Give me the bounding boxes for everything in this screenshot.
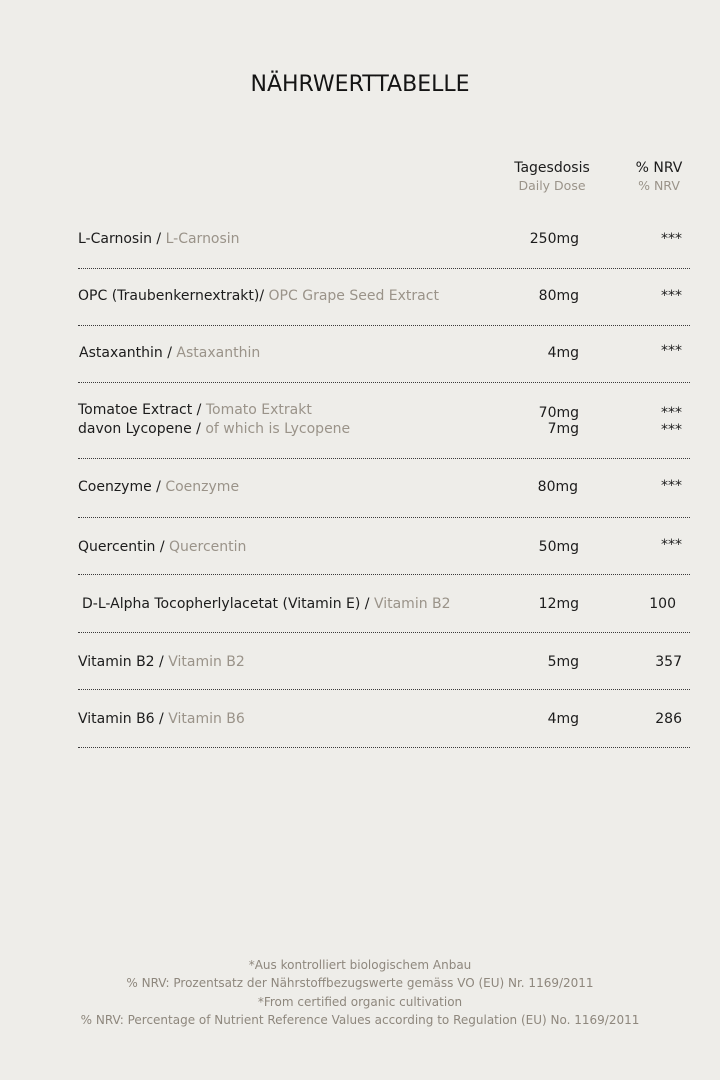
table-row xyxy=(78,690,690,748)
row-label xyxy=(78,230,240,249)
row-label xyxy=(78,287,439,306)
row-label xyxy=(78,478,239,497)
label-german: Quercentin / xyxy=(78,539,170,555)
footnote-organic-de: *Aus kontrolliert biologischem Anbau xyxy=(248,958,472,972)
nrv-value: *** xyxy=(661,478,682,494)
nrv-value: 286 xyxy=(655,711,682,727)
column-header-nrv-en: % NRV xyxy=(638,178,680,193)
label-german: Tomatoe Extract / xyxy=(78,402,206,418)
dose-value: 250mg xyxy=(529,231,579,247)
column-header-daily-dose xyxy=(500,159,604,195)
page-title: NÄHRWERTTABELLE xyxy=(250,72,470,97)
table-row xyxy=(78,518,690,575)
label-english: Vitamin B2 xyxy=(373,596,451,612)
row-label xyxy=(79,344,260,363)
nrv-value: *** xyxy=(661,231,682,247)
nrv-value: 357 xyxy=(655,654,682,670)
table-row xyxy=(78,269,690,326)
table-row xyxy=(78,326,690,383)
row-label xyxy=(78,653,245,672)
column-header-nrv-de: % NRV xyxy=(635,160,683,176)
label-english: Vitamin B6 xyxy=(168,711,245,727)
nrv-value: *** xyxy=(661,288,682,304)
label-english: OPC Grape Seed Extract xyxy=(268,288,439,304)
footnote-nrv-de: % NRV: Prozentsatz der Nährstoffbezugswerte gemäss VO (EU) Nr. 1169/2011 xyxy=(126,976,594,991)
label-german: Coenzyme / xyxy=(78,479,166,495)
table-row xyxy=(78,214,690,269)
column-header-nrv xyxy=(624,159,694,195)
footnote-organic-en: *From certified organic cultivation xyxy=(257,994,463,1009)
column-header-dose-en: Daily Dose xyxy=(518,178,586,193)
nrv-value: *** xyxy=(661,343,682,359)
column-header-dose-de: Tagesdosis xyxy=(514,160,590,176)
label-german: Astaxanthin / xyxy=(79,345,177,361)
label-german: davon Lycopene / xyxy=(78,421,206,437)
dose-value: 7mg xyxy=(547,421,579,437)
nrv-value: *** xyxy=(661,405,682,421)
footnotes xyxy=(0,956,720,1029)
dose-value: 70mg xyxy=(538,405,579,421)
nrv-value: *** xyxy=(661,537,682,553)
nrv-value: 100 xyxy=(649,596,676,612)
label-german: Vitamin B6 / xyxy=(78,711,169,727)
dose-value: 80mg xyxy=(538,288,579,304)
label-german: OPC (Traubenkernextrakt)/ xyxy=(78,288,269,304)
nrv-value: *** xyxy=(661,422,682,438)
row-label xyxy=(78,401,312,420)
dose-value: 4mg xyxy=(547,345,579,361)
row-label xyxy=(82,595,451,614)
row-label xyxy=(78,538,246,557)
label-english: Astaxanthin xyxy=(176,345,261,361)
row-sublabel xyxy=(78,420,350,439)
label-english: L-Carnosin xyxy=(165,231,240,247)
table-row xyxy=(78,383,690,459)
label-english: Tomato Extrakt xyxy=(205,402,312,418)
table-row xyxy=(78,633,690,690)
label-english: Quercentin xyxy=(169,539,247,555)
row-label xyxy=(78,710,245,729)
label-english: of which is Lycopene xyxy=(205,421,351,437)
label-german: L-Carnosin / xyxy=(78,231,166,247)
dose-value: 50mg xyxy=(538,539,579,555)
dose-value: 12mg xyxy=(538,596,579,612)
label-english: Vitamin B2 xyxy=(168,654,245,670)
footnote-nrv-en: % NRV: Percentage of Nutrient Reference Values according to Regulation (EU) No. 1169/2011 xyxy=(80,1012,640,1027)
dose-value: 80mg xyxy=(537,479,578,495)
dose-value: 5mg xyxy=(547,654,579,670)
table-row xyxy=(78,459,690,518)
nutrition-table xyxy=(78,214,690,748)
label-english: Coenzyme xyxy=(165,479,240,495)
label-german: Vitamin B2 / xyxy=(78,654,169,670)
table-row xyxy=(78,575,690,633)
dose-value: 4mg xyxy=(547,711,579,727)
label-german: D-L-Alpha Tocopherlylacetat (Vitamin E) / xyxy=(82,596,374,612)
